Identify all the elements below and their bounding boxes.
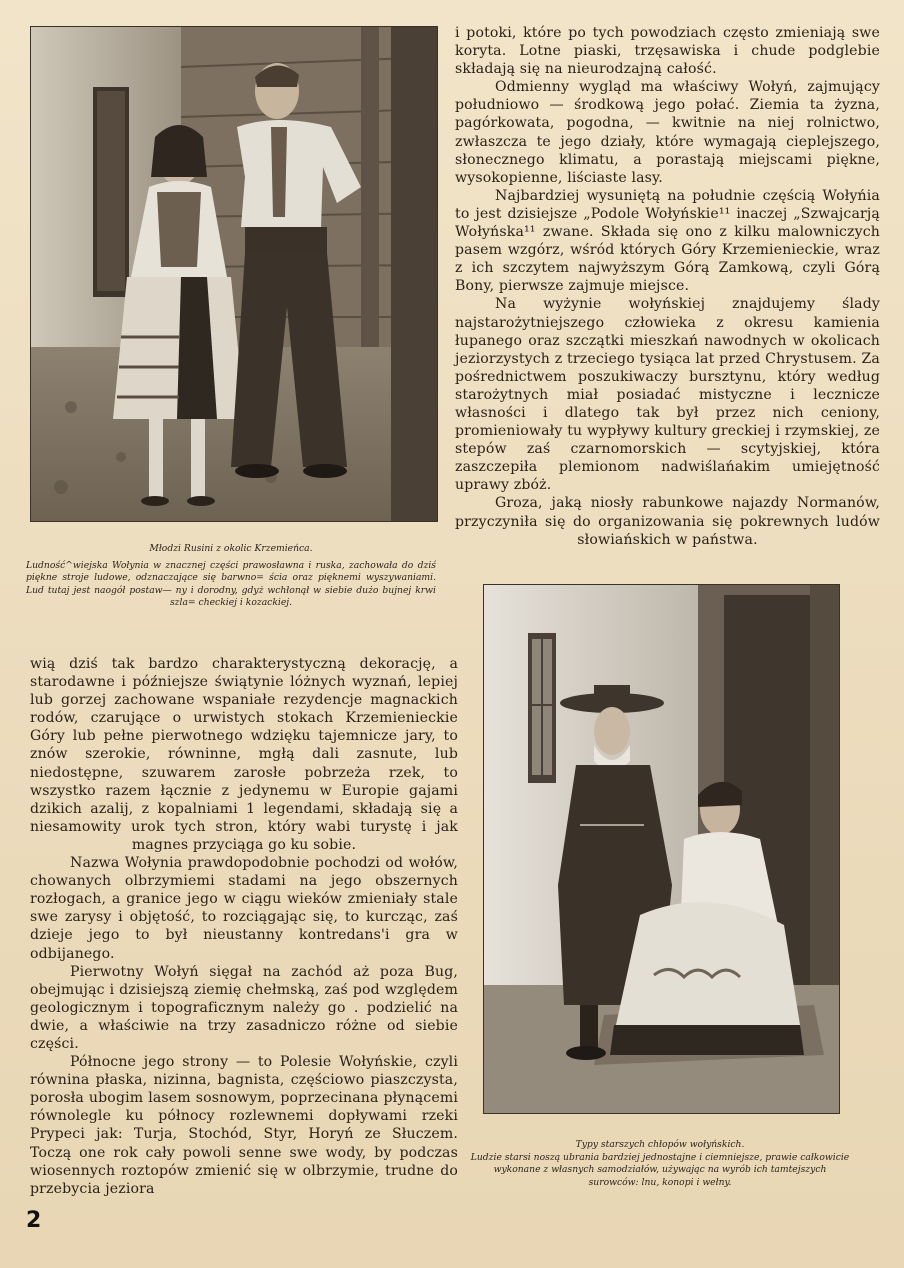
photo-older-peasants bbox=[483, 584, 840, 1114]
text-column-right bbox=[455, 24, 880, 549]
paragraph: Północne jego strony — to Polesie Wołyńskie, czyli równina płaska, nizinna, bagnista, częściowo piaszczysta, porosła ubogim lasem sosnowym, poprzecinana płynącemi równolegle ku północy rozlewnemi dopływami rzeki Prypeci jak: Turja, Stochód, Styr, Horyń ze Słuczem. Toczą one rok cały powoli senne swe wody, by podczas wiosennych roztopów zmienić się w olbrzymie, trudne do przebycia jeziora bbox=[30, 1054, 458, 1197]
caption-text: Ludzie starsi noszą ubrania bardziej jednostajne i ciemniejsze, prawie całkowicie wykonane z własnych samodziałów, używając na wyrób ich tamtejszych surowców: lnu, konopi i wełny. bbox=[470, 1152, 850, 1188]
paragraph: i potoki, które po tych powodziach często zmieniają swe koryta. Lotne piaski, trzęsawiska i chude podglebie składają się na nieurodzajną całość. bbox=[455, 25, 880, 78]
caption-title: Typy starszych chłopów wołyńskich. bbox=[575, 1139, 745, 1150]
photo-older-peasants-illustration bbox=[484, 585, 839, 1113]
text-column-left bbox=[30, 655, 458, 1198]
paragraph: Groza, jaką niosły rabunkowe najazdy Normanów, przyczyniła się do organizowania się pokrewnych ludów słowiańskich w państwa. bbox=[455, 495, 880, 548]
caption-title: Młodzi Rusini z okolic Krzemieńca. bbox=[149, 543, 313, 554]
paragraph: wią dziś tak bardzo charakterystyczną dekorację, a starodawne i późniejsze świątynie lóżnych wyznań, lepiej lub gorzej zachowane wspaniałe rezydencje magnackich rodów, czarujące o urwistych stokach Krzemienieckie Góry lub pełne pierwotnego wdzięku tajemnicze jary, to znów szerokie, równinne, mgłą dali zasnute, lub niedostępne, szuwarem zarosłe pobrzeża rzek, to wszystko razem łącznie z jedynemu w Europie gajami dzikich azalij, z kopalniami 1 legendami, składają się a niesamowity urok tych stron, który wabi turystę i jak magnes przyciąga go ku sobie. bbox=[30, 656, 458, 853]
page-number: 2 bbox=[26, 1208, 42, 1233]
photo-young-rusyn-couple bbox=[30, 26, 438, 522]
paragraph: Nazwa Wołynia prawdopodobnie pochodzi od wołów, chowanych olbrzymiemi stadami na jego obszernych rozłogach, a granice jego w ciągu wieków zmieniały stale swe zarysy i objętość, to rozciągając się, to kurcząc, zaś dzieje jego to był nieustanny kontredans'i gra w odbijanego. bbox=[30, 855, 458, 962]
paragraph: Odmienny wygląd ma właściwy Wołyń, zajmujący południowo — środkową jego połać. Ziemia ta żyzna, pagórkowata, pogodna, — kwitnie na niej rolnictwo, zwłaszcza te jego działy, które wymagają cieplejszego, słonecznego klimatu, a porastają miejscami piękne, wysokopienne, liściaste lasy. bbox=[455, 79, 880, 186]
paragraph: Najbardziej wysuniętą na południe częścią Wołyńia to jest dzisiejsze „Podole Wołyńskie¹¹ inaczej „Szwajcarją Wołyńska¹¹ zwane. Składa się ono z kilku malowniczych pasem wzgórz, wśród których Góry Krzemienieckie, wraz z ich szczytem najwyższym Górą Zamkową, czyli Górą Bony, pierwsze zajmuje miejsce. bbox=[455, 187, 880, 295]
caption-photo-older-peasants bbox=[470, 1139, 850, 1189]
caption-text: Ludność^wiejska Wołynia w znacznej części prawosławna i ruska, zachowała do dziś piękne stroje ludowe, odznaczające się barwno= ścia oraz pięknemi wyszywaniami. Lud tutaj jest naogół postaw— ny i dorodny, gdyż wchłonął w siebie dużo bujnej krwi szla= checkiej i kozackiej. bbox=[26, 560, 436, 608]
photo-young-couple-illustration bbox=[31, 27, 437, 521]
paragraph: Pierwotny Wołyń sięgał na zachód aż poza Bug, obejmując i dzisiejszą ziemię chełmską, zaś pod względem geologicznym i topograficznym należy go . podzielić na dwie, a właściwie na trzy zasadniczo różne od siebie części. bbox=[30, 963, 458, 1052]
paragraph: Na wyżynie wołyńskiej znajdujemy ślady najstarożytniejszego człowieka z okresu kamienia łupanego oraz szczątki mieszkań nawodnych w okolicach jeziorzystych z trzeciego tysiąca lat przed Chrystusem. Za pośrednictwem poszukiwaczy bursztynu, który według starożytnych miał posiadać mistyczne i lecznicze własności i dlatego tak był przez nich ceniony, promieniowały tu wypływy kultury greckiej i rzymskiej, ze stepów zaś czarnomorskich — scytyjskiej, która zaszczepiła plemionom nadwiślańakim umiejętność uprawy zbóż. bbox=[455, 296, 880, 494]
caption-photo-young-couple bbox=[26, 543, 436, 609]
